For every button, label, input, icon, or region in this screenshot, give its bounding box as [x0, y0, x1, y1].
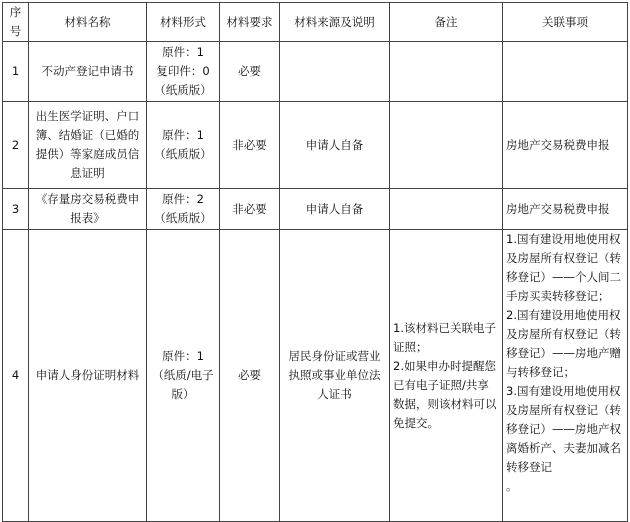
row-related: 1.国有建设用地使用权及房屋所有权登记（转移登记）——个人间二手房买卖转移登记； 2.国有建设用地使用权及房屋所有权登记（转移登记）——房地产赠与转移登记； 3.国有建设用地使用权及房屋所有权登记（转移登记）——房地产权离婚析产、夫妻加减名转移登记 。 — [503, 230, 628, 522]
row-index: 1 — [3, 42, 29, 102]
header-material-name: 材料名称 — [29, 3, 147, 42]
row-requirement: 非必要 — [220, 102, 280, 189]
header-material-requirement: 材料要求 — [220, 3, 280, 42]
materials-table — [2, 2, 628, 522]
header-material-source: 材料来源及说明 — [280, 3, 390, 42]
row-related: 房地产交易税费申报 — [503, 102, 628, 189]
header-material-form: 材料形式 — [147, 3, 220, 42]
header-index: 序号 — [3, 3, 29, 42]
header-related-items: 关联事项 — [503, 3, 628, 42]
row-material-form: 原件：1 （纸质/电子版） — [147, 230, 220, 522]
table-row — [3, 42, 628, 102]
table-row — [3, 230, 628, 522]
row-material-form: 原件：1 （纸质版） — [147, 102, 220, 189]
row-source: 申请人自备 — [280, 189, 390, 230]
row-source: 申请人自备 — [280, 102, 390, 189]
row-requirement: 必要 — [220, 230, 280, 522]
row-material-form: 原件：1 复印件：0 （纸质版） — [147, 42, 220, 102]
row-related — [503, 42, 628, 102]
row-remarks — [390, 102, 503, 189]
row-source — [280, 42, 390, 102]
table-row — [3, 189, 628, 230]
row-remarks — [390, 189, 503, 230]
table-row — [3, 102, 628, 189]
row-source: 居民身份证或营业执照或事业单位法人证书 — [280, 230, 390, 522]
row-material-name: 《存量房交易税费申报表》 — [29, 189, 147, 230]
row-related: 房地产交易税费申报 — [503, 189, 628, 230]
row-requirement: 必要 — [220, 42, 280, 102]
header-remarks: 备注 — [390, 3, 503, 42]
row-material-name: 申请人身份证明材料 — [29, 230, 147, 522]
row-material-form: 原件：2 （纸质版） — [147, 189, 220, 230]
row-material-name: 出生医学证明、户口簿、结婚证（已婚的提供）等家庭成员信息证明 — [29, 102, 147, 189]
row-index: 3 — [3, 189, 29, 230]
row-material-name: 不动产登记申请书 — [29, 42, 147, 102]
row-remarks — [390, 42, 503, 102]
table-header-row — [3, 3, 628, 42]
row-remarks: 1.该材料已关联电子证照； 2.如果申办时提醒您已有电子证照/共享数据，则该材料可以免提交。 — [390, 230, 503, 522]
row-index: 2 — [3, 102, 29, 189]
row-index: 4 — [3, 230, 29, 522]
row-requirement: 非必要 — [220, 189, 280, 230]
